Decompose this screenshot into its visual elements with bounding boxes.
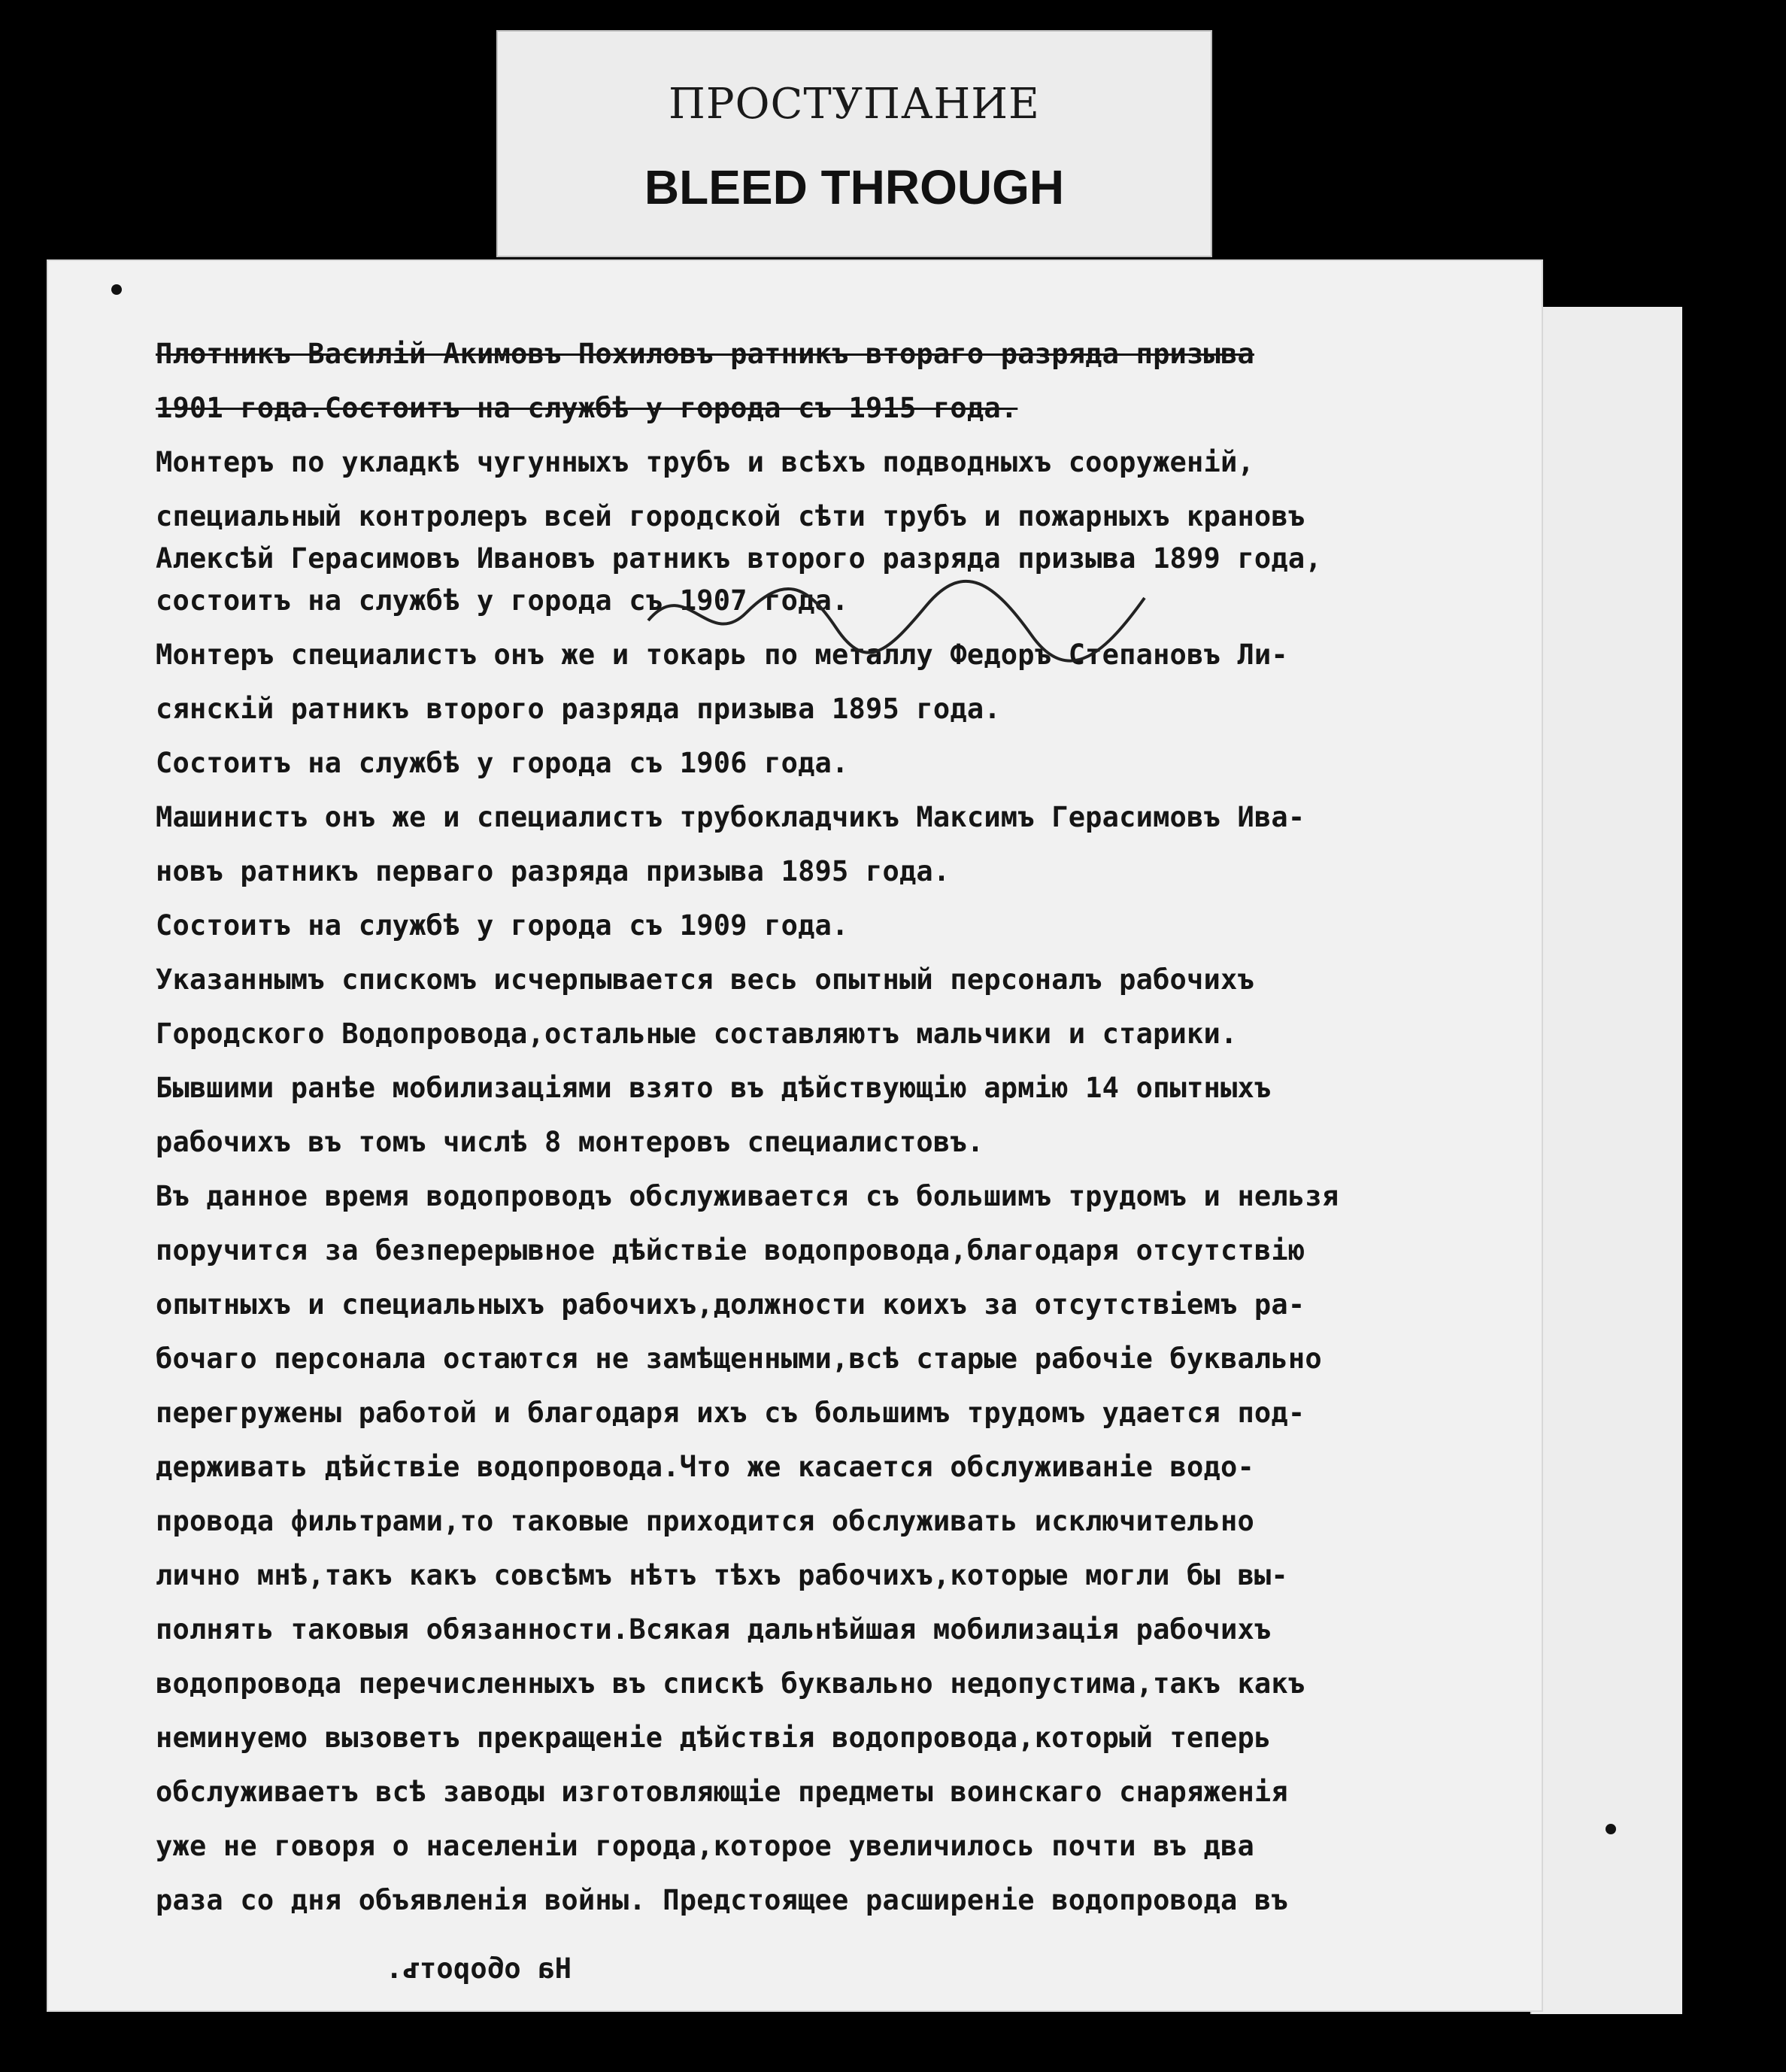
text-line: Состоитъ на службѣ у города съ 1906 года. xyxy=(156,747,849,779)
text-line: уже не говоря о населенiи города,которое увеличилось почти въ два xyxy=(156,1830,1254,1862)
text-line: Городского Водопровода,остальные составляютъ мальчики и старики. xyxy=(156,1018,1238,1050)
text-line: состоитъ на службѣ у города съ 1907 года. xyxy=(156,584,849,617)
text-line: специальный контролеръ всей городской сѣти трубъ и пожарныхъ крановъ xyxy=(156,500,1305,532)
text-line: обслуживаетъ всѣ заводы изготовляющiе предметы воинскаго снаряженiя xyxy=(156,1776,1288,1808)
text-line: Монтеръ по укладкѣ чугунныхъ трубъ и всѣхъ подводныхъ сооруженiй, xyxy=(156,446,1254,478)
text-line: водопровода перечисленныхъ въ спискѣ буквально недопустима,такъ какъ xyxy=(156,1667,1305,1700)
text-line: Въ данное время водопроводъ обслуживается съ большимъ трудомъ и нельзя xyxy=(156,1180,1339,1212)
text-line: Алексѣй Герасимовъ Ивановъ ратникъ второго разряда призыва 1899 года, xyxy=(156,542,1322,575)
text-line: лично мнѣ,такъ какъ совсѣмъ нѣтъ тѣхъ рабочихъ,которые могли бы вы- xyxy=(156,1559,1288,1591)
text-line: сянскiй ратникъ второго разряда призыва 1895 года. xyxy=(156,693,1001,725)
text-line: неминуемо вызоветъ прекращенiе дѣйствiя водопровода,который теперь xyxy=(156,1722,1272,1754)
text-line: полнять таковыя обязанности.Всякая дальнѣйшая мобилизацiя рабочихъ xyxy=(156,1613,1272,1646)
text-line: Плотникъ Василiй Акимовъ Похиловъ ратникъ втораго разряда призыва xyxy=(156,338,1254,370)
text-line: держивать дѣйствiе водопровода.Что же касается обслуживанiе водо- xyxy=(156,1451,1254,1483)
text-line: поручится за безперерывное дѣйствiе водопровода,благодаря отсутствiю xyxy=(156,1234,1305,1267)
footer-note xyxy=(256,1942,572,1996)
ink-dot xyxy=(1606,1824,1616,1834)
label-russian: ПРОСТУПАНИЕ xyxy=(669,80,1040,129)
ink-dot xyxy=(111,284,122,295)
text-line: провода фильтрами,то таковые приходится обслуживать исключительно xyxy=(156,1505,1254,1537)
text-line: Машинистъ онъ же и специалистъ трубокладчикъ Максимъ Герасимовъ Ива- xyxy=(156,801,1305,833)
text-line: Бывшими ранѣе мобилизацiями взято въ дѣйствующiю армiю 14 опытныхъ xyxy=(156,1072,1272,1104)
text-line: раза со дня объявленiя войны. Предстоящее расширенiе водопровода въ xyxy=(156,1884,1288,1916)
document-sheet xyxy=(47,259,1543,2012)
text-line: бочаго персонала остаются не замѣщенными,всѣ старые рабочiе буквально xyxy=(156,1342,1322,1375)
text-line: Указаннымъ спискомъ исчерпывается весь опытный персоналъ рабочихъ xyxy=(156,963,1254,996)
scribble-stroke xyxy=(648,581,1145,661)
text-line: новъ ратникъ перваго разряда призыва 1895 года. xyxy=(156,855,951,887)
footer-text: На оборотъ. xyxy=(385,1952,572,1985)
handwritten-scribble xyxy=(641,568,1152,666)
label-english: BLEED THROUGH xyxy=(644,160,1065,214)
text-line: Состоитъ на службѣ у города съ 1909 года. xyxy=(156,909,849,942)
text-line: Монтеръ специалистъ онъ же и токарь по металлу Федоръ Степановъ Ли- xyxy=(156,639,1288,671)
text-line: 1901 года.Состоитъ на службѣ у города съ 1915 года. xyxy=(156,392,1018,424)
text-line: рабочихъ въ томъ числѣ 8 монтеровъ специалистовъ. xyxy=(156,1126,984,1158)
label-card xyxy=(496,30,1212,257)
text-line: перегружены работой и благодаря ихъ съ большимъ трудомъ удается под- xyxy=(156,1397,1305,1429)
text-line: опытныхъ и специальныхъ рабочихъ,должности коихъ за отсутствiемъ ра- xyxy=(156,1288,1305,1321)
